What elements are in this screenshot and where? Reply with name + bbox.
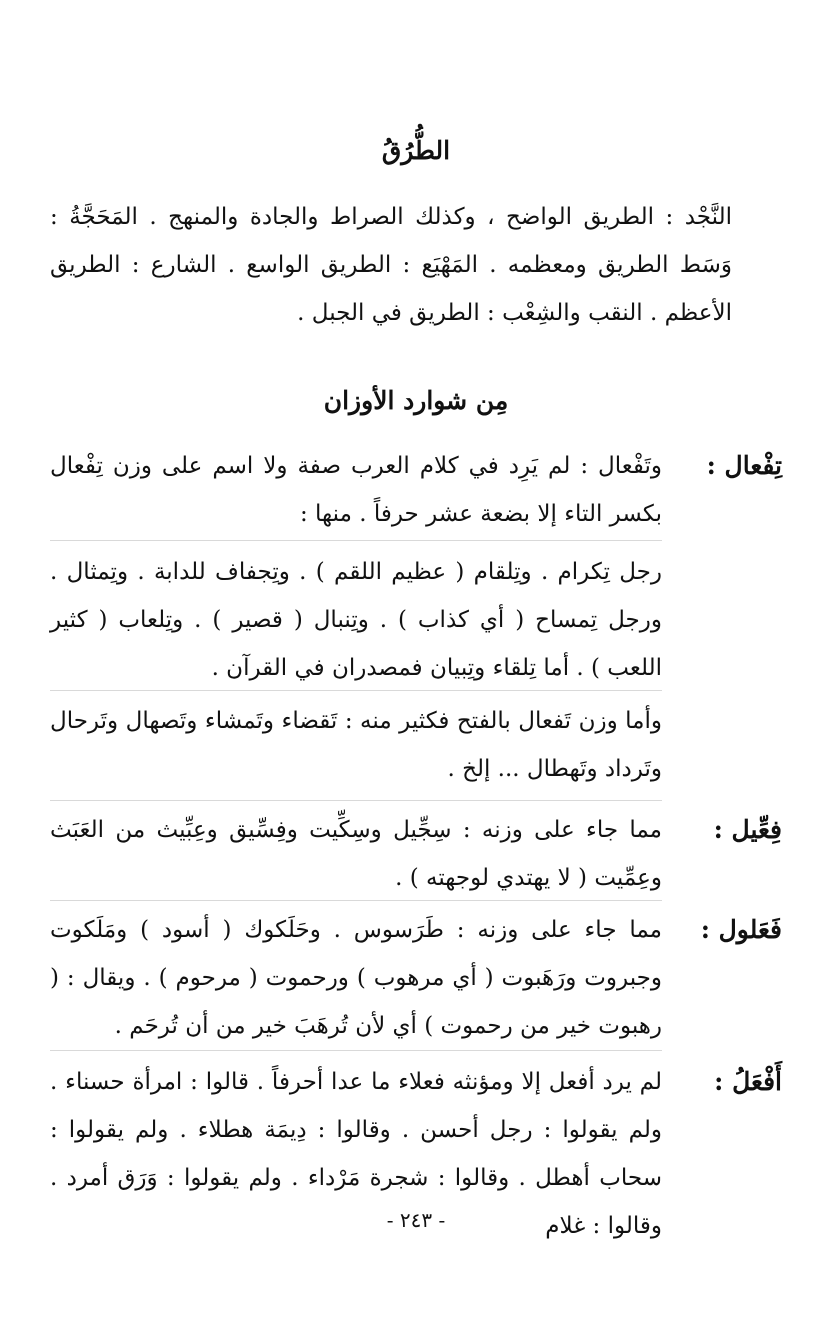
- book-page: [50, 0, 782, 1324]
- roads-paragraph: النَّجْد : الطريق الواضح ، وكذلك الصراط والجادة والمنهج . المَحَجَّةُ : وَسَط الطريق ومعظمه . المَهْيَع : الطريق الواسع . الشارع : الطريق الأعظم . النقب والشِعْب : الطريق في الجبل .: [50, 204, 732, 326]
- section-title-rare-patterns: مِن شوارد الأوزان: [323, 386, 509, 415]
- divider: [50, 690, 662, 691]
- entry-body-faalul: مما جاء على وزنه : طَرَسوس . وحَلَكوك ( أسود ) ومَلَكوت وجبروت ورَهَبوت ( أي مرهوب ) ورحموت ( مرحوم ) . ويقال : ( رهبوت خير من رحموت ) أي لأن تُرهَبَ خير من أن تُرحَم .: [50, 917, 662, 1039]
- entry-term-tifal: تِفْعال :: [706, 451, 782, 480]
- entry-body-tifal-1: وتَفْعال : لم يَرِد في كلام العرب صفة ولا اسم على وزن تِفْعال بكسر التاء إلا بضعة عشر حرفاً . منها :: [50, 453, 662, 527]
- entry-body-afal: لم يرد أفعل إلا ومؤنثه فعلاء ما عدا أحرفاً . قالوا : امرأة حسناء . ولم يقولوا : رجل أحسن . وقالوا : دِيمَة هطلاء . ولم يقولوا : سحاب أهطل . وقالوا : شجرة مَرْداء . ولم يقولوا : وَرَق أمرد . وقالوا : غلام: [50, 1069, 662, 1239]
- entry-term-fiil: فِعِّيل :: [713, 815, 782, 844]
- divider: [50, 1050, 662, 1051]
- divider: [50, 800, 662, 801]
- divider: [50, 540, 662, 541]
- page-number: - ٢٤٣ -: [386, 1208, 446, 1232]
- entry-body-fiil: مما جاء على وزنه : سِجِّيل وسِكِّيت وفِسِّيق وعِبِّيث من العَبَث وعِمِّيت ( لا يهتدي لوجهته ) .: [50, 817, 662, 891]
- entry-body-tifal-3: وأما وزن تَفعال بالفتح فكثير منه : تَقضاء وتَمشاء وتَصهال وتَرحال وتَرداد وتَهطال ... إلخ .: [50, 708, 662, 782]
- entry-term-afal: أَفْعَلُ :: [714, 1067, 782, 1096]
- entry-body-tifal-2: رجل تِكرام . وتِلقام ( عظيم اللقم ) . وتِجفاف للدابة . وتِمثال . ورجل تِمساح ( أي كذاب ) . وتِنبال ( قصير ) . وتِلعاب ( كثير اللعب ) . أما تِلقاء وتِبيان فمصدران في القرآن .: [50, 559, 662, 681]
- divider: [50, 900, 662, 901]
- section-title-roads: الطُّرُقُ: [381, 136, 451, 165]
- entry-term-faalul: فَعَلول :: [700, 915, 782, 944]
